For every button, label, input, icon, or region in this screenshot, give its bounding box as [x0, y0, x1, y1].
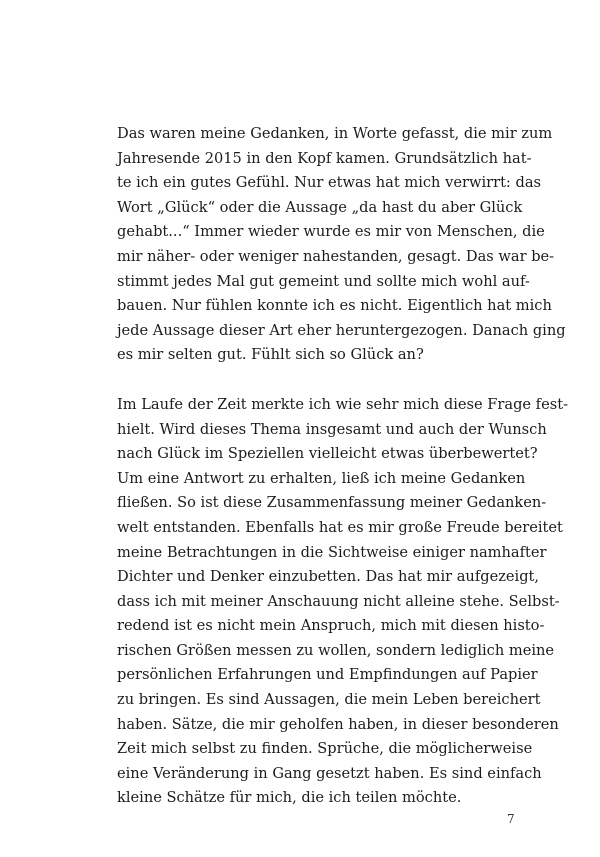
- text-line: Dichter und Denker einzubetten. Das hat mir aufgezeigt,: [117, 568, 540, 586]
- text-line: haben. Sätze, die mir geholfen haben, in dieser besonderen: [117, 715, 559, 733]
- text-line: te ich ein gutes Gefühl. Nur etwas hat mich verwirrt: das: [117, 174, 542, 192]
- text-line: Wort „Glück“ oder die Aussage „da hast du aber Glück: [117, 198, 523, 216]
- paragraph-2: [117, 393, 569, 811]
- text-line: rischen Größen messen zu wollen, sondern lediglich meine: [117, 641, 555, 659]
- text-line: welt entstanden. Ebenfalls hat es mir große Freude bereitet: [117, 518, 563, 536]
- text-line: dass ich mit meiner Anschauung nicht alleine stehe. Selbst-: [117, 592, 560, 610]
- body-text: [117, 122, 569, 811]
- text-line: gehabt...“ Immer wieder wurde es mir von Menschen, die: [117, 223, 545, 241]
- text-line: nach Glück im Speziellen vielleicht etwas überbewertet?: [117, 445, 538, 463]
- text-line: zu bringen. Es sind Aussagen, die mein Leben bereichert: [117, 691, 541, 709]
- text-line: Im Laufe der Zeit merkte ich wie sehr mich diese Frage fest-: [117, 395, 569, 413]
- text-line: meine Betrachtungen in die Sichtweise einiger namhafter: [117, 543, 547, 561]
- text-line: bauen. Nur fühlen konnte ich es nicht. Eigentlich hat mich: [117, 297, 552, 315]
- text-line: hielt. Wird dieses Thema insgesamt und auch der Wunsch: [117, 420, 547, 438]
- text-line: eine Veränderung in Gang gesetzt haben. Es sind einfach: [117, 764, 542, 782]
- text-line: jede Aussage dieser Art eher heruntergezogen. Danach ging: [117, 321, 566, 339]
- text-line: Jahresende 2015 in den Kopf kamen. Grundsätzlich hat-: [117, 149, 532, 167]
- text-line: Um eine Antwort zu erhalten, ließ ich meine Gedanken: [117, 469, 526, 487]
- text-line: redend ist es nicht mein Anspruch, mich mit diesen histo-: [117, 617, 545, 635]
- text-line: stimmt jedes Mal gut gemeint und sollte mich wohl auf-: [117, 272, 530, 290]
- text-line: mir näher- oder weniger nahestanden, gesagt. Das war be-: [117, 247, 555, 265]
- text-line: Zeit mich selbst zu finden. Sprüche, die möglicherweise: [117, 740, 533, 758]
- paragraph-1: [117, 122, 566, 368]
- text-line: kleine Schätze für mich, die ich teilen möchte.: [117, 789, 462, 807]
- text-line: es mir selten gut. Fühlt sich so Glück an?: [117, 346, 424, 364]
- text-line: Das waren meine Gedanken, in Worte gefasst, die mir zum: [117, 125, 553, 142]
- page-number: 7: [507, 812, 515, 826]
- text-line: persönlichen Erfahrungen und Empfindungen auf Papier: [117, 666, 538, 684]
- text-line: fließen. So ist diese Zusammenfassung meiner Gedanken-: [117, 494, 547, 512]
